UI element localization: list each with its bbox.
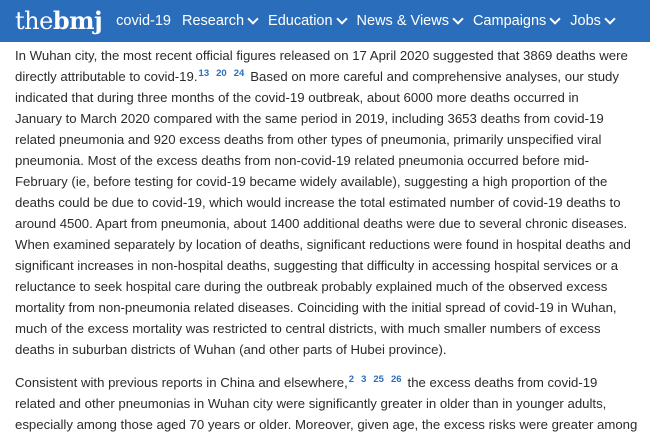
text-line: February (ie, before testing for covid-19 became widely available), suggesting a high proportion of the bbox=[15, 174, 608, 189]
reference-link[interactable]: 13 bbox=[198, 67, 210, 79]
nav-item-label: Jobs bbox=[570, 13, 601, 29]
text-line bbox=[15, 66, 643, 87]
site-header bbox=[0, 0, 650, 42]
reference-link[interactable]: 20 bbox=[216, 67, 227, 79]
text-line bbox=[15, 372, 643, 393]
chevron-down-icon bbox=[336, 13, 347, 24]
reference-link[interactable]: 24 bbox=[233, 67, 245, 79]
nav-item-campaigns[interactable] bbox=[473, 13, 559, 29]
text-line: significant increases in non-hospital deaths, suggesting that difficulty in accessing hospital services or a bbox=[15, 258, 619, 273]
text-line: In Wuhan city, the most recent official figures released on 17 April 2020 suggested that 3869 deaths were bbox=[15, 48, 628, 63]
nav-item-label: News & Views bbox=[356, 13, 449, 29]
reference-link[interactable]: 3 bbox=[361, 373, 367, 385]
logo-the: the bbox=[15, 7, 53, 35]
bmj-logo[interactable] bbox=[15, 6, 103, 35]
nav-item-label: Campaigns bbox=[472, 13, 547, 29]
text-line: pneumonia. Most of the excess deaths from non-covid-19 related pneumonia occurred before mid- bbox=[15, 153, 589, 168]
article-paragraph bbox=[15, 45, 643, 360]
chevron-down-icon bbox=[550, 13, 561, 24]
nav-item-label: covid-19 bbox=[116, 13, 171, 29]
text-line: related pneumonia and 920 excess deaths from other types of pneumonia, primarily unspecified viral bbox=[15, 132, 602, 147]
nav-item-news-views[interactable] bbox=[357, 13, 462, 29]
text-segment: Consistent with previous reports in China and elsewhere, bbox=[15, 375, 348, 390]
text-line: around 4500. Apart from pneumonia, about 1400 additional deaths were due to several chronic diseases. bbox=[15, 216, 628, 231]
text-line: mortality from non-pneumonia related diseases. Coinciding with the initial spread of covid-19 in Wuhan, bbox=[15, 300, 617, 315]
text-line: deaths could be due to covid-19, which would increase the total estimated number of covid-19 deaths to bbox=[15, 195, 621, 210]
nav-item-jobs[interactable] bbox=[570, 13, 614, 29]
nav-item-label: Research bbox=[181, 13, 245, 29]
reference-link[interactable]: 26 bbox=[390, 373, 402, 385]
text-line: When examined separately by location of deaths, significant reductions were found in hospital deaths and bbox=[15, 237, 631, 252]
text-line: indicated that during three months of the covid-19 outbreak, about 6000 more deaths occurred in bbox=[15, 90, 579, 105]
nav-item-education[interactable] bbox=[268, 13, 346, 29]
text-segment: the excess deaths from covid-19 bbox=[407, 375, 598, 390]
text-line: January to March 2020 compared with the same period in 2019, including 3653 deaths from covid-19 bbox=[15, 111, 604, 126]
reference-link[interactable]: 2 bbox=[348, 373, 355, 385]
nav-item-label: Education bbox=[268, 13, 333, 29]
text-line: reluctance to seek hospital care during the outbreak probably explained much of the observed excess bbox=[15, 279, 608, 294]
article-paragraph bbox=[15, 372, 643, 435]
text-segment: Based on more careful and comprehensive analyses, our study bbox=[250, 69, 619, 84]
chevron-down-icon bbox=[604, 13, 615, 24]
text-line: much of the excess mortality was restricted to central districts, with much smaller numbers of excess bbox=[15, 321, 601, 336]
main-nav bbox=[116, 13, 625, 29]
text-segment: directly attributable to covid-19. bbox=[15, 69, 198, 84]
nav-item-covid-19[interactable] bbox=[116, 13, 171, 29]
logo-bmj: bmj bbox=[52, 6, 103, 35]
article-body bbox=[15, 45, 643, 447]
nav-item-research[interactable] bbox=[182, 13, 257, 29]
text-line: especially among those aged 70 years or older. Moreover, given age, the excess risks were greater among bbox=[15, 417, 638, 432]
text-line: related and other pneumonias in Wuhan city were significantly greater in older than in younger adults, bbox=[15, 396, 607, 411]
reference-link[interactable]: 25 bbox=[373, 373, 384, 385]
chevron-down-icon bbox=[452, 13, 463, 24]
chevron-down-icon bbox=[247, 13, 258, 24]
text-line: deaths in suburban districts of Wuhan (and other parts of Hubei province). bbox=[15, 342, 447, 357]
